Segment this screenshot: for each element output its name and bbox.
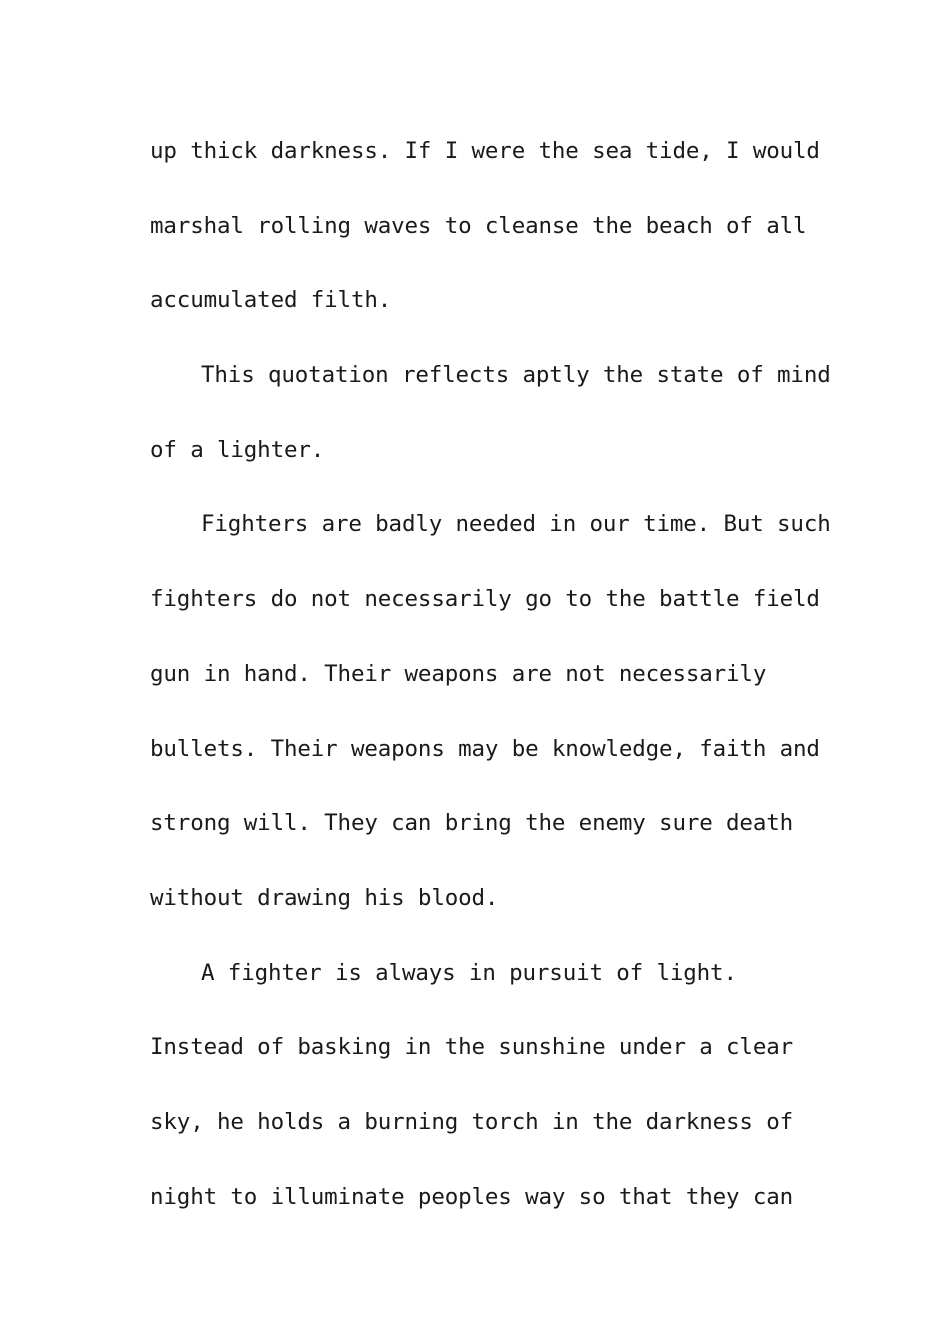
paragraph-first-line: A fighter is always in pursuit of light. bbox=[201, 959, 737, 986]
text-line: Instead of basking in the sunshine under a clear bbox=[150, 1034, 794, 1061]
text-line: up thick darkness. If I were the sea tide, I would bbox=[150, 138, 820, 164]
text-line: fighters do not necessarily go to the battle field bbox=[150, 586, 820, 613]
text-line: strong will. They can bring the enemy sure death bbox=[150, 810, 794, 837]
text-line: marshal rolling waves to cleanse the beach of all bbox=[150, 212, 807, 239]
text-line: night to illuminate peoples way so that they can bbox=[150, 1183, 794, 1210]
text-line: without drawing his blood. bbox=[150, 884, 499, 911]
text-line: accumulated filth. bbox=[150, 287, 392, 314]
paragraph-first-line: Fighters are badly needed in our time. But such bbox=[201, 511, 831, 538]
paragraph-first-line: This quotation reflects aptly the state of mind bbox=[201, 362, 831, 389]
text-line: bullets. Their weapons may be knowledge, faith and bbox=[150, 735, 820, 762]
text-line: gun in hand. Their weapons are not necessarily bbox=[150, 660, 767, 687]
text-line: sky, he holds a burning torch in the darkness of bbox=[150, 1108, 794, 1135]
body-text bbox=[150, 114, 831, 1234]
text-line: of a lighter. bbox=[150, 436, 325, 463]
